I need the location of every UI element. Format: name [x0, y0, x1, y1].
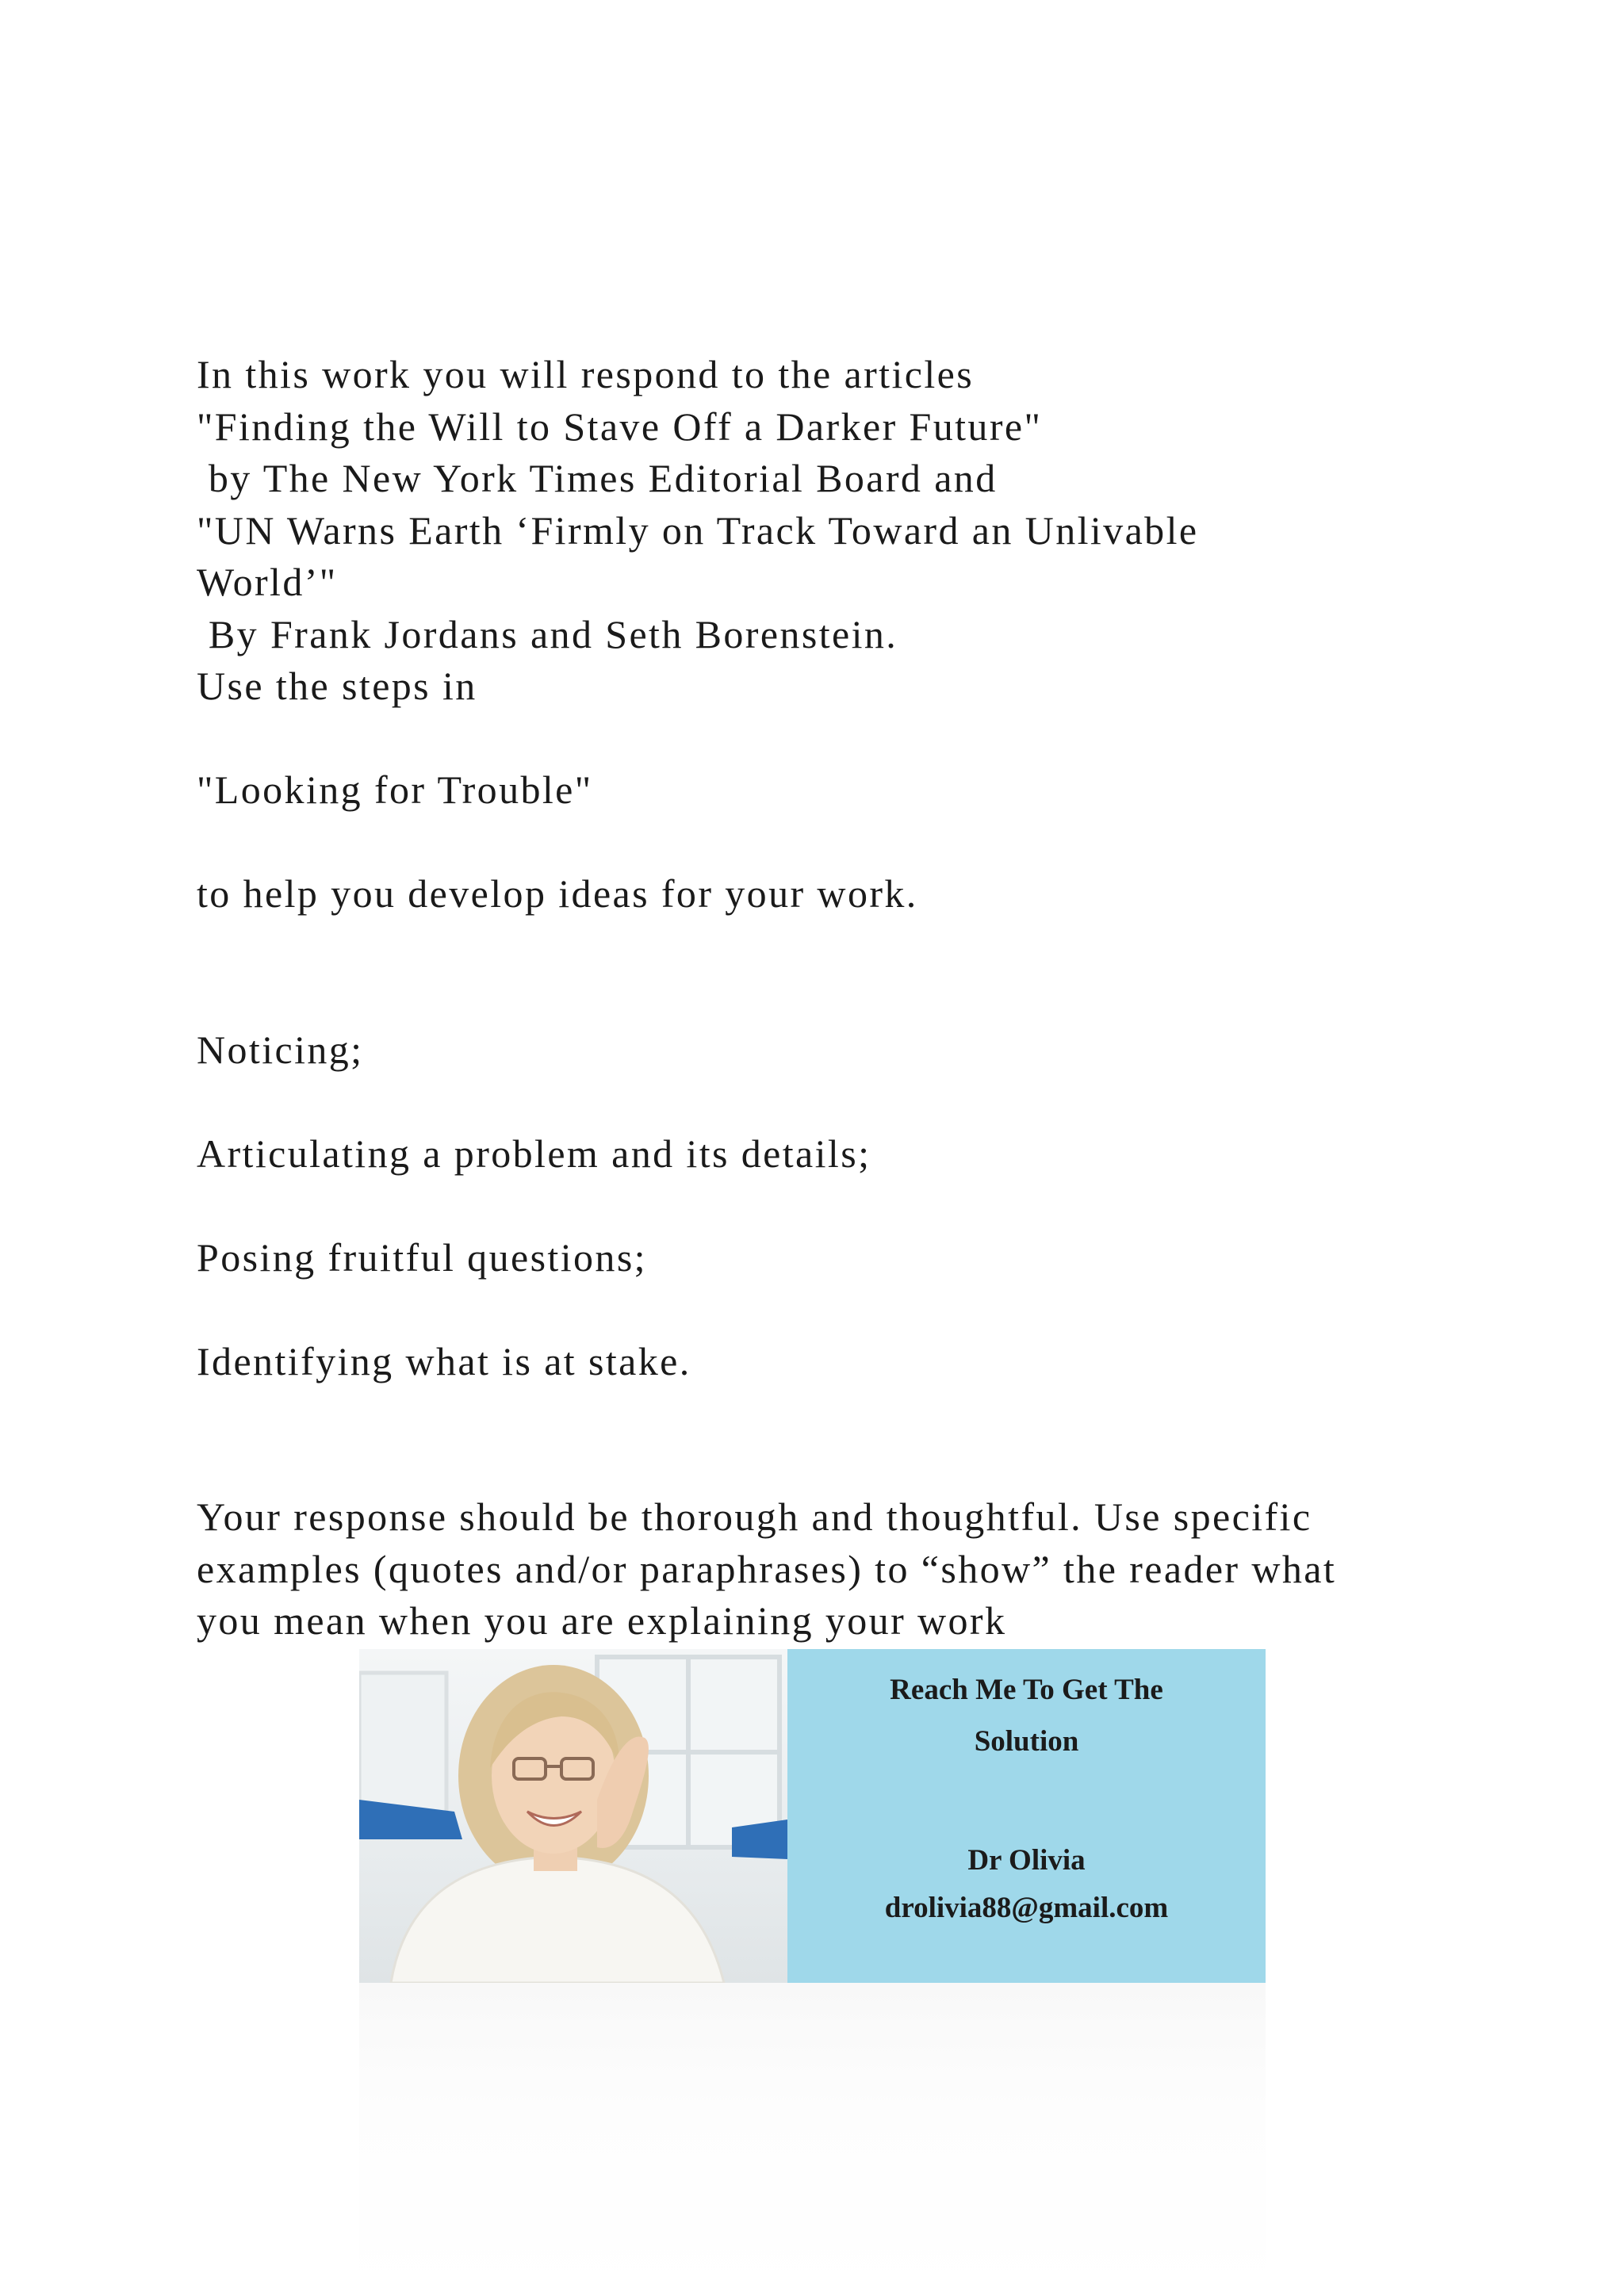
contact-info-panel — [787, 1649, 1266, 1983]
blank-line — [197, 1180, 1497, 1232]
ad-contact-email: drolivia88@gmail.com — [884, 1892, 1169, 1924]
text-line: In this work you will respond to the articles — [197, 352, 975, 396]
blank-line — [197, 817, 1497, 869]
step-item: Posing fruitful questions; — [197, 1234, 647, 1280]
blank-line — [197, 1076, 1497, 1128]
portrait-illustration — [359, 1649, 787, 1983]
blank-line — [197, 1284, 1497, 1336]
blank-line — [197, 972, 1497, 1024]
text-line: "Finding the Will to Stave Off a Darker Future" — [197, 404, 1043, 449]
text-line: Use the steps in — [197, 664, 477, 708]
ad-heading-line1: Reach Me To Get The — [890, 1674, 1163, 1706]
text-line: "Looking for Trouble" — [197, 767, 593, 812]
text-line: "UN Warns Earth ‘Firmly on Track Toward an Unlivable — [197, 507, 1199, 553]
step-item: Identifying what is at stake. — [197, 1338, 691, 1383]
blank-line — [197, 713, 1497, 765]
blank-line — [197, 1440, 1497, 1492]
image-bottom-fade — [359, 1983, 1266, 2296]
text-line: World’" — [197, 560, 338, 604]
ad-heading-line2: Solution — [974, 1725, 1079, 1758]
woman-portrait-photo — [359, 1649, 787, 1983]
text-line: by The New York Times Editorial Board and — [197, 456, 998, 500]
text-line: By Frank Jordans and Seth Borenstein. — [197, 611, 898, 656]
step-item: Noticing; — [197, 1027, 364, 1072]
ad-contact-name: Dr Olivia — [967, 1844, 1086, 1877]
text-line: Your response should be thorough and thoughtful. Use specific — [197, 1494, 1312, 1539]
text-line: examples (quotes and/or paraphrases) to “show” the reader what — [197, 1546, 1337, 1591]
step-item: Articulating a problem and its details; — [197, 1131, 871, 1176]
text-line: to help you develop ideas for your work. — [197, 871, 918, 916]
blank-line — [197, 920, 1497, 973]
text-line: you mean when you are explaining your work — [197, 1598, 1007, 1643]
document-body — [197, 349, 1497, 1647]
contact-ad-banner — [359, 1649, 1266, 1983]
blank-line — [197, 1387, 1497, 1440]
